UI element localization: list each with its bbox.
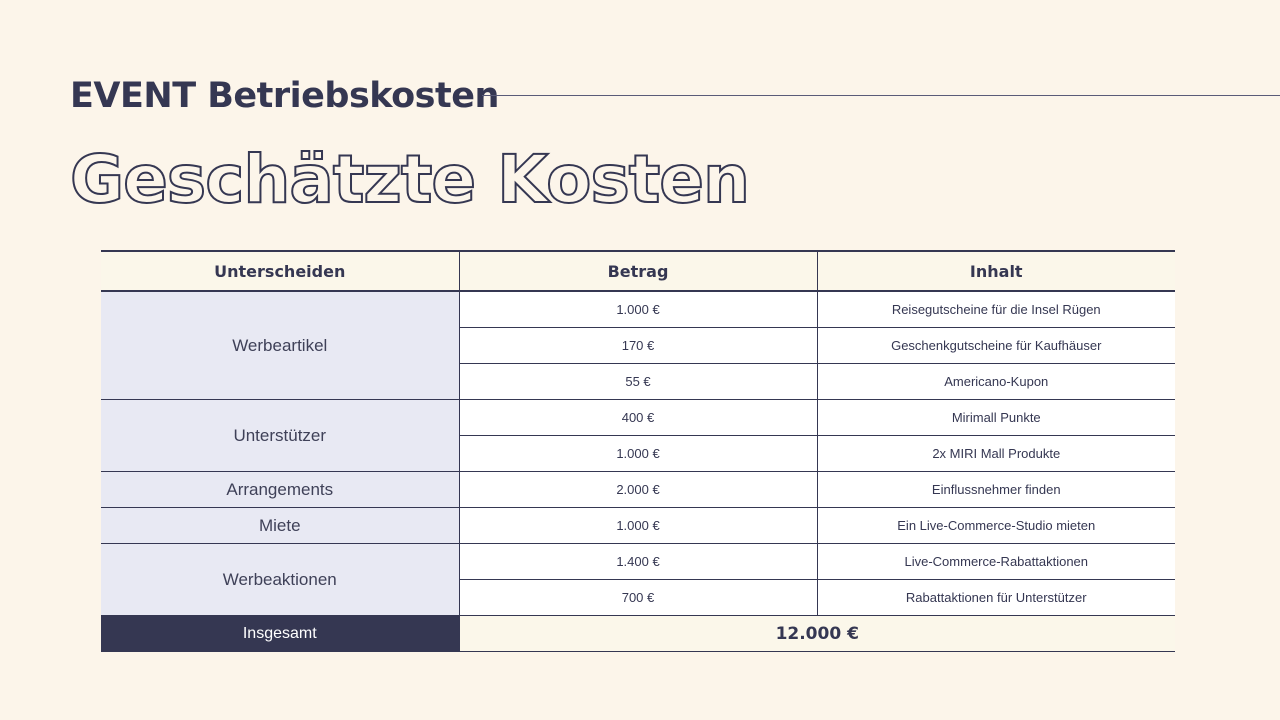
category-cell: Miete bbox=[101, 508, 459, 544]
content-cell: Live-Commerce-Rabattaktionen bbox=[817, 544, 1175, 580]
content-cell: Reisegutscheine für die Insel Rügen bbox=[817, 291, 1175, 328]
category-cell: Arrangements bbox=[101, 472, 459, 508]
content-cell: Mirimall Punkte bbox=[817, 400, 1175, 436]
amount-cell: 1.000 € bbox=[459, 508, 817, 544]
amount-cell: 2.000 € bbox=[459, 472, 817, 508]
cost-table bbox=[101, 250, 1175, 652]
amount-cell: 170 € bbox=[459, 328, 817, 364]
table-row bbox=[101, 544, 1175, 580]
amount-cell: 55 € bbox=[459, 364, 817, 400]
page-title: Geschätzte Kosten bbox=[70, 141, 750, 218]
amount-cell: 400 € bbox=[459, 400, 817, 436]
content-cell: 2x MIRI Mall Produkte bbox=[817, 436, 1175, 472]
column-header-amount: Betrag bbox=[459, 251, 817, 291]
content-cell: Geschenkgutscheine für Kaufhäuser bbox=[817, 328, 1175, 364]
category-cell: Werbeartikel bbox=[101, 291, 459, 400]
table-row bbox=[101, 508, 1175, 544]
table-row bbox=[101, 291, 1175, 328]
amount-cell: 1.000 € bbox=[459, 436, 817, 472]
amount-cell: 1.400 € bbox=[459, 544, 817, 580]
column-header-category: Unterscheiden bbox=[101, 251, 459, 291]
table-row bbox=[101, 472, 1175, 508]
column-header-content: Inhalt bbox=[817, 251, 1175, 291]
content-cell: Rabattaktionen für Unterstützer bbox=[817, 580, 1175, 616]
total-row bbox=[101, 616, 1175, 652]
table-header-row bbox=[101, 251, 1175, 291]
content-cell: Einflussnehmer finden bbox=[817, 472, 1175, 508]
total-label: Insgesamt bbox=[101, 616, 459, 652]
amount-cell: 1.000 € bbox=[459, 291, 817, 328]
table-row bbox=[101, 400, 1175, 436]
category-cell: Unterstützer bbox=[101, 400, 459, 472]
page-subtitle: EVENT Betriebskosten bbox=[70, 76, 499, 116]
content-cell: Ein Live-Commerce-Studio mieten bbox=[817, 508, 1175, 544]
amount-cell: 700 € bbox=[459, 580, 817, 616]
content-cell: Americano-Kupon bbox=[817, 364, 1175, 400]
total-value: 12.000 € bbox=[459, 616, 1175, 652]
title-divider bbox=[482, 95, 1280, 96]
category-cell: Werbeaktionen bbox=[101, 544, 459, 616]
